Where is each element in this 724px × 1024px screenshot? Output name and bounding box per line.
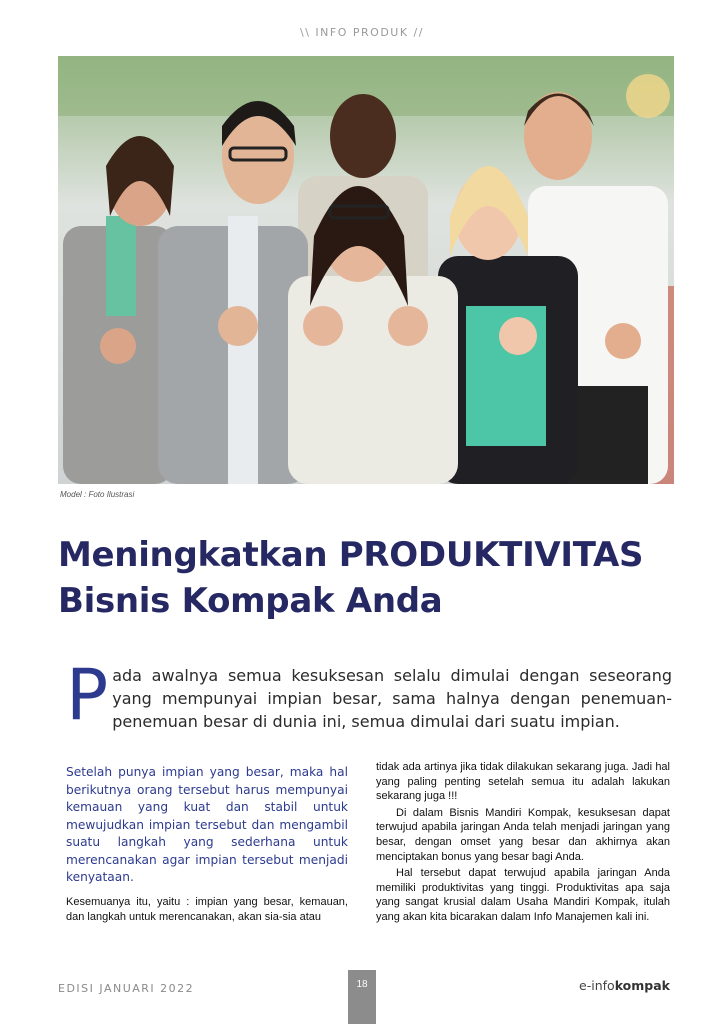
page-number: 18 [348, 970, 376, 1024]
body-paragraph: Kesemuanya itu, yaitu : impian yang besar, kemauan, dan langkah untuk merencanakan, akan sia-sia atau [66, 895, 348, 923]
photo-caption: Model : Foto Ilustrasi [60, 490, 135, 499]
body-paragraph: tidak ada artinya jika tidak dilakukan sekarang juga. Jadi hal yang paling penting setelah semua itu adalah lakukan sekarang juga !!! [376, 761, 670, 803]
brand-logo [579, 978, 670, 993]
hero-photo [58, 56, 674, 484]
body-paragraph: Setelah punya impian yang besar, maka hal berikutnya orang tersebut harus mempunyai kemauan yang kuat dan stabil untuk mewujudkan impian tersebut dan mengambil suatu langkah yang sederhana untuk merencanakan agar impian tersebut menjadi kenyataan. [66, 765, 348, 884]
article-headline [58, 532, 698, 624]
body-column-left [66, 764, 348, 925]
footer-edition: EDISI JANUARI 2022 [58, 982, 195, 995]
headline-line-1: Meningkatkan PRODUKTIVITAS [58, 535, 644, 575]
body-paragraph: Hal tersebut dapat terwujud apabila jaringan Anda memiliki produktivitas yang tinggi. Produktivitas apa saja yang sangat krusial dalam Usaha Mandiri Kompak, itulah yang akan kita bicarakan dalam Info Manajemen kali ini. [376, 867, 670, 923]
drop-cap: P [66, 654, 109, 736]
group-photo-illustration [58, 56, 674, 484]
brand-prefix: e-info [579, 978, 615, 993]
brand-bold: kompak [614, 978, 670, 993]
body-column-right [376, 760, 670, 927]
section-header: \\ INFO PRODUK // [300, 26, 424, 39]
headline-line-2: Bisnis Kompak Anda [58, 581, 443, 621]
lead-text: ada awalnya semua kesuksesan selalu dimulai dengan seseorang yang mempunyai impian besar, sama halnya dengan penemuan-penemuan besar di dunia ini, semua dimulai dari suatu impian. [112, 666, 672, 731]
lead-paragraph [66, 654, 672, 736]
body-paragraph: Di dalam Bisnis Mandiri Kompak, kesuksesan dapat terwujud apabila jaringan Anda telah menjadi jaringan yang besar, dengan omset yang besar dan akhirnya akan menciptakan bonus yang besar bagi Anda. [376, 806, 670, 863]
